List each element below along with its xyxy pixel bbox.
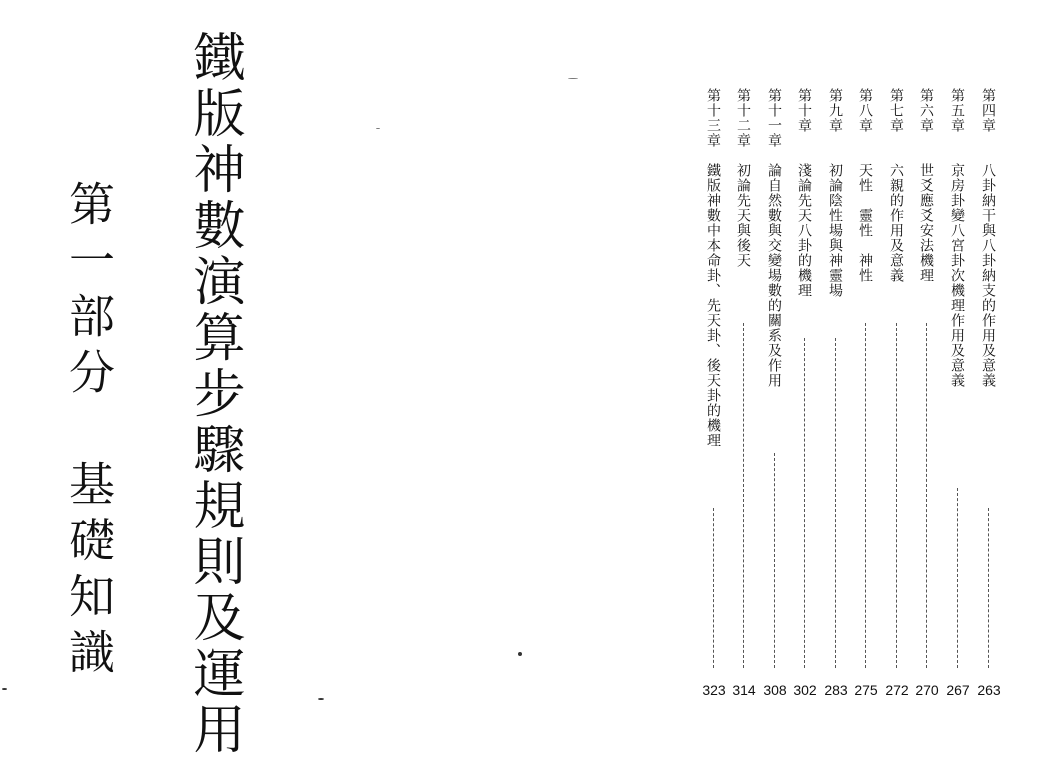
page-number: 267 bbox=[946, 682, 970, 698]
chapter-label: 第四章 bbox=[980, 88, 996, 133]
part-title: 第一部分 基礎知識 bbox=[62, 180, 116, 684]
page-number: 323 bbox=[702, 682, 726, 698]
toc-entry bbox=[913, 88, 941, 698]
page-number: 263 bbox=[977, 682, 1001, 698]
chapter-label: 第九章 bbox=[827, 88, 843, 133]
dotted-leader bbox=[774, 453, 775, 668]
dotted-leader bbox=[957, 488, 958, 668]
dotted-leader bbox=[896, 323, 897, 668]
dotted-leader bbox=[713, 508, 714, 668]
chapter-label: 第十一章 bbox=[766, 88, 782, 148]
page-number: 283 bbox=[824, 682, 848, 698]
dotted-leader bbox=[988, 508, 989, 668]
page-number: 270 bbox=[915, 682, 939, 698]
chapter-label: 第七章 bbox=[888, 88, 904, 133]
page-number: 302 bbox=[793, 682, 817, 698]
chapter-title: 初論陰性場與神靈場 bbox=[827, 163, 843, 298]
chapter-label: 第五章 bbox=[949, 88, 965, 133]
scan-speck bbox=[318, 698, 324, 700]
dotted-leader bbox=[804, 338, 805, 668]
toc-entry bbox=[883, 88, 911, 698]
chapter-title: 京房卦變八宮卦次機理作用及意義 bbox=[949, 163, 965, 388]
chapter-title: 世爻應爻安法機理 bbox=[918, 163, 934, 283]
chapter-label: 第八章 bbox=[857, 88, 873, 133]
toc-entry bbox=[761, 88, 789, 698]
toc-entry bbox=[730, 88, 758, 698]
chapter-label: 第十二章 bbox=[735, 88, 751, 148]
scan-speck bbox=[568, 78, 578, 79]
chapter-title: 鐵版神數中本命卦、先天卦、後天卦的機理 bbox=[705, 163, 721, 448]
chapter-label: 第十章 bbox=[796, 88, 812, 133]
page-number: 275 bbox=[854, 682, 878, 698]
scan-speck bbox=[376, 128, 380, 129]
page-number: 272 bbox=[885, 682, 909, 698]
dotted-leader bbox=[926, 323, 927, 668]
chapter-title: 天性 靈性 神性 bbox=[857, 163, 873, 283]
chapter-title: 八卦納干與八卦納支的作用及意義 bbox=[980, 163, 996, 388]
dotted-leader bbox=[743, 323, 744, 668]
scan-speck bbox=[518, 652, 522, 656]
chapter-title: 淺論先天八卦的機理 bbox=[796, 163, 812, 298]
table-of-contents bbox=[699, 88, 1003, 698]
toc-entry bbox=[944, 88, 972, 698]
toc-entry bbox=[822, 88, 850, 698]
dotted-leader bbox=[865, 323, 866, 668]
book-title: 鐵版神數演算步驟規則及運用 bbox=[184, 30, 244, 758]
page-number: 308 bbox=[763, 682, 787, 698]
chapter-title: 六親的作用及意義 bbox=[888, 163, 904, 283]
chapter-title: 論自然數與交變場數的關系及作用 bbox=[766, 163, 782, 388]
toc-entry bbox=[852, 88, 880, 698]
chapter-title: 初論先天與後天 bbox=[735, 163, 751, 268]
chapter-label: 第十三章 bbox=[705, 88, 721, 148]
page-number: 314 bbox=[732, 682, 756, 698]
dotted-leader bbox=[835, 338, 836, 668]
scan-speck bbox=[2, 688, 7, 690]
toc-entry bbox=[700, 88, 728, 698]
chapter-label: 第六章 bbox=[918, 88, 934, 133]
toc-entry bbox=[791, 88, 819, 698]
toc-entry bbox=[975, 88, 1003, 698]
